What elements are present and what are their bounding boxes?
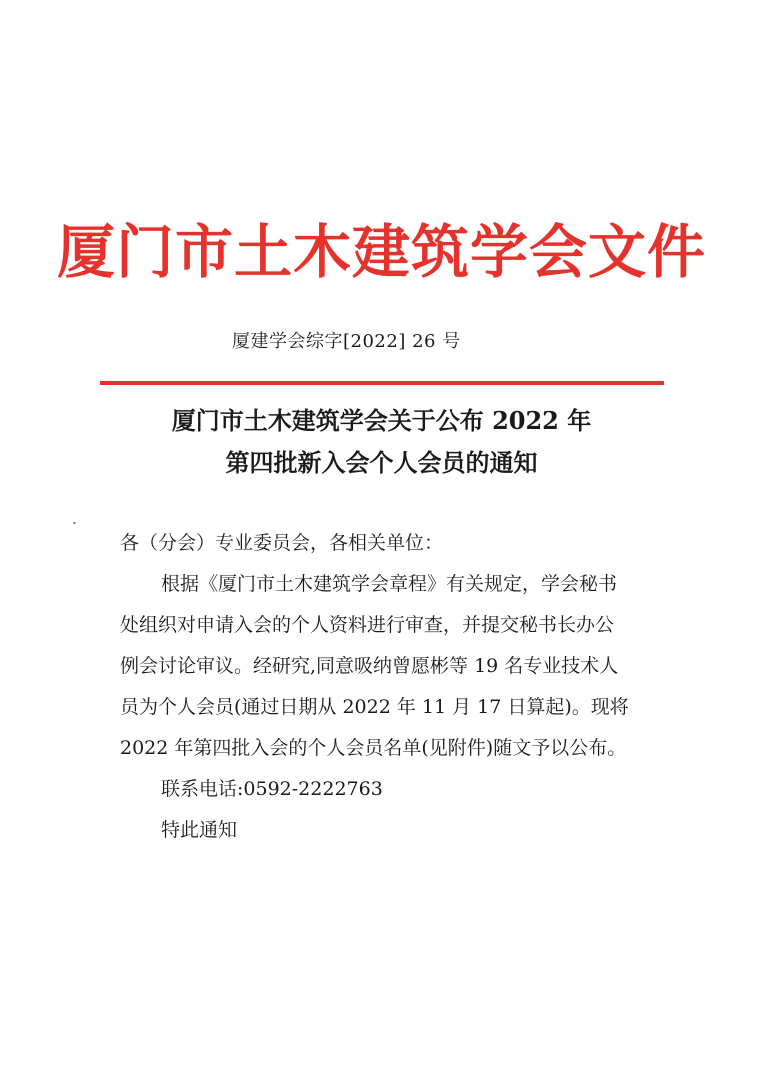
document-number: 厦建学会综字[2022] 26 号 [232,331,461,352]
body-paragraph-line: 员为个人会员(通过日期从 2022 年 11 月 17 日算起)。现将 [120,696,629,718]
contact-phone: 联系电话:0592-2222763 [161,778,383,800]
body-paragraph-line: 2022 年第四批入会的个人会员名单(见附件)随文予以公布。 [120,737,627,759]
closing-remark: 特此通知 [161,819,238,841]
masthead-title: 厦门市土木建筑学会文件 [56,218,706,286]
body-paragraph-line: 根据《厦门市土木建筑学会章程》有关规定，学会秘书 [161,573,618,595]
body-paragraph-line: 例会讨论审议。经研究,同意吸纳曾愿彬等 19 名专业技术人 [120,655,619,677]
notice-title-line-2: 第四批新入会个人会员的通知 [225,448,538,477]
salutation: 各（分会）专业委员会，各相关单位： [120,532,444,554]
scan-speck [73,522,76,524]
red-divider-line [100,381,664,385]
notice-title-line-1: 厦门市土木建筑学会关于公布 2022 年 [171,406,592,435]
body-paragraph-line: 处组织对申请入会的个人资料进行审查，并提交秘书长办公 [120,614,615,636]
